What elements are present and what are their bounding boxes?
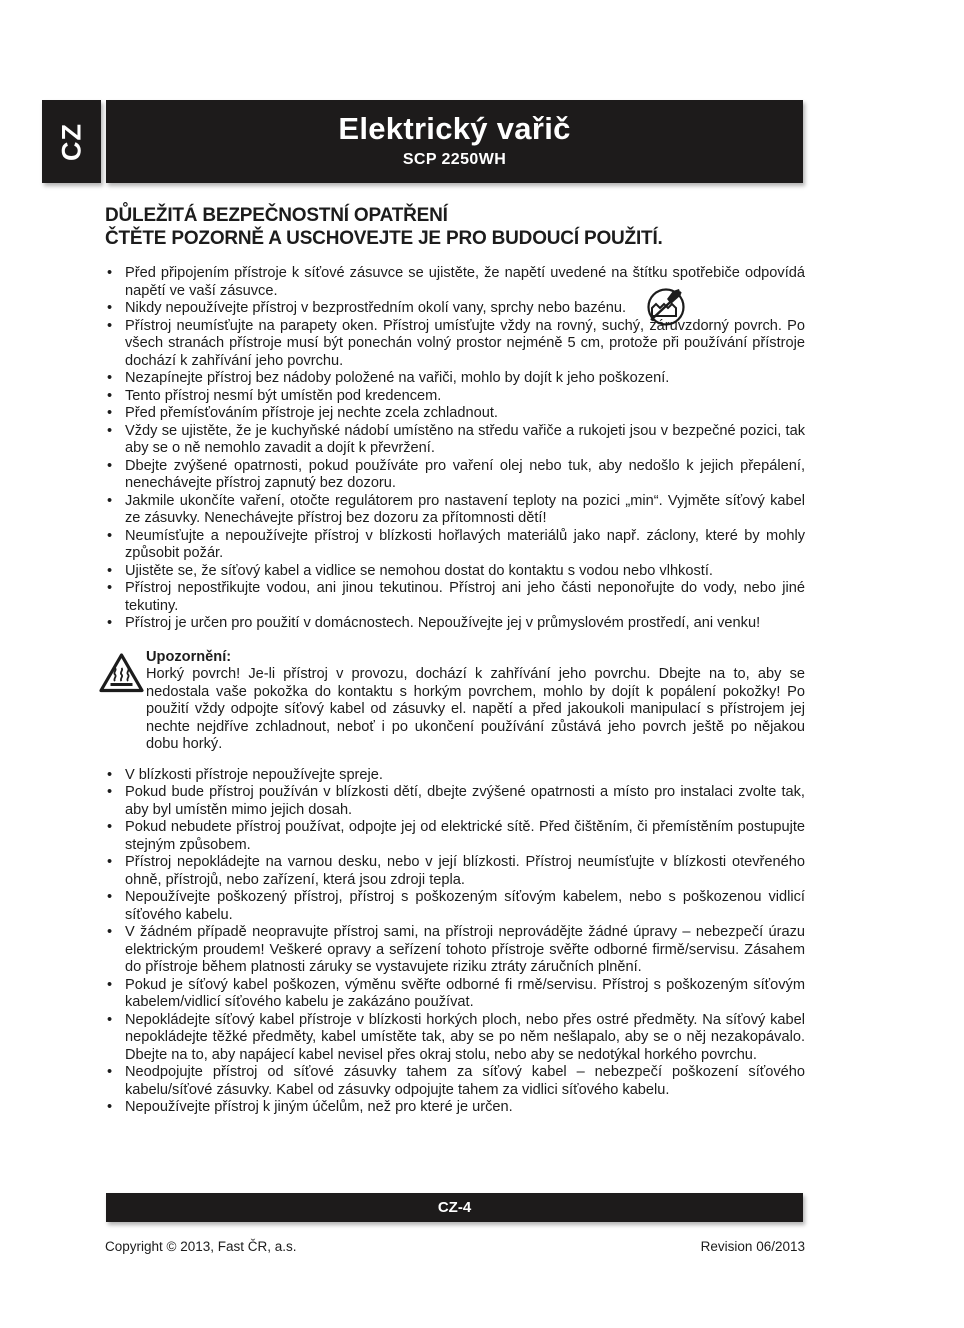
list-item: • Tento přístroj nesmí být umístěn pod kredencem. [105, 388, 805, 406]
page-number-bar [106, 1193, 803, 1222]
model-number: SCP 2250WH [402, 150, 507, 168]
list-item: • Před připojením přístroje k síťové zásuvce se ujistěte, že napětí uvedené na štítku spotřebiče odpovídá napětí ve vaší zásuvce. [105, 265, 805, 300]
copyright-text: Copyright © 2013, Fast ČR, a.s. [105, 1239, 297, 1254]
revision-text: Revision 06/2013 [700, 1239, 805, 1254]
warning-label: Upozornění: [146, 648, 232, 665]
footer-meta [105, 1239, 805, 1254]
list-item-text: Nikdy nepoužívejte přístroj v bezprostředním okolí vany, sprchy nebo bazénu. [125, 300, 627, 316]
list-item: • Nepoužívejte poškozený přístroj, přístroj s poškozeným síťovým kabelem, nebo s poškozenou vidlicí síťového kabelu. [105, 889, 805, 924]
list-item: • Ujistěte se, že síťový kabel a vidlice se nemohou dostat do kontaktu s vodou nebo vlhkostí. [105, 563, 805, 581]
list-item: • Přístroj je určen pro použití v domácnostech. Nepoužívejte jej v průmyslovém prostředí, ani venku! [105, 615, 805, 633]
list-item [105, 300, 805, 318]
list-item: • Přístroj neumísťujte na parapety oken. Přístroj umísťujte vždy na rovný, suchý, žáruvzdorný povrch. Po všech stranách přístroje musí být ponechán volný prostor nejméně 5 cm, protože při používání přístroje dochází k zahřívání jeho povrchu. [105, 318, 805, 371]
section-heading-line2: ČTĚTE POZORNĚ A USCHOVEJTE JE PRO BUDOUCÍ POUŽITÍ. [105, 228, 663, 249]
list-item: • V blízkosti přístroje nepoužívejte spreje. [105, 767, 805, 785]
list-item: • V žádném případě neopravujte přístroj sami, na přístroji neprovádějte žádné úpravy – nebezpečí úrazu elektrickým proudem! Veškeré opravy a seřízení tohoto přístroje svěřte odborné firmě/servisu. Zásahem do přístroje během platnosti záruky se vystavujete riziku ztráty záručních plnění. [105, 924, 805, 977]
section-heading-line1: DŮLEŽITÁ BEZPEČNOSTNÍ OPATŘENÍ [105, 205, 448, 226]
list-item: • Přístroj nepostřikujte vodou, ani jinou tekutinou. Přístroj ani jeho části neponořujte do vody, nebo jiné tekutiny. [105, 580, 805, 615]
list-item: • Přístroj nepokládejte na varnou desku, nebo v její blízkosti. Přístroj neumísťujte v blízkosti otevřeného ohně, přístrojů, nebo zařízení, která jsou zdroji tepla. [105, 854, 805, 889]
list-item: • Pokud je síťový kabel poškozen, výměnu svěřte odborné fi rmě/servisu. Přístroj s poškozeným síťovým kabelem/vidlicí síťového kabelu je zakázáno používat. [105, 977, 805, 1012]
title-bar [106, 100, 803, 183]
warning-text: Horký povrch! Je-li přístroj v provozu, dochází k zahřívání jeho povrchu. Dbejte na to, aby se nedostala vaše pokožka do kontaktu s horkým povrchem, mohlo by dojít k popálení pokožky! Po použití vždy odpojte síťový kabel od zásuvky el. napětí a před jakoukoli manipulací s přístrojem jej nechte nejdříve zchladnout, neboť i po ukončení používání zůstává jeho povrch ještě po nějakou dobu horký. [146, 666, 805, 752]
page-content [105, 204, 805, 1117]
page-number: CZ-4 [437, 1199, 472, 1216]
list-item: • Vždy se ujistěte, že je kuchyňské nádobí umístěno na středu vařiče a rukojeti jsou v bezpečné pozici, tak aby se o ně nemohlo zavadit a dojít k převržení. [105, 423, 805, 458]
language-tab-label: CZ [56, 122, 86, 161]
safety-list-bottom [105, 767, 805, 1117]
list-item: • Dbejte zvýšené opatrnosti, pokud používáte pro vaření olej nebo tuk, aby nedošlo k jejich přepálení, nenechávejte přístroj zapnutý bez dozoru. [105, 458, 805, 493]
list-item: • Neumísťujte a nepoužívejte přístroj v blízkosti hořlavých materiálů jako např. záclony, které by mohly způsobit požár. [105, 528, 805, 563]
list-item: • Jakmile ukončíte vaření, otočte regulátorem pro nastavení teploty na pozici „min“. Vyjměte síťový kabel ze zásuvky. Nenechávejte přístroj bez dozoru za přítomnosti dětí! [105, 493, 805, 528]
list-item: • Pokud nebudete přístroj používat, odpojte jej od elektrické sítě. Před čištěním, či přemístěním postupujte stejným způsobem. [105, 819, 805, 854]
warning-box [105, 649, 805, 754]
list-item: • Neodpojujte přístroj od síťové zásuvky tahem za síťový kabel – nebezpečí poškození síťového kabelu/síťové zásuvky. Kabel od zásuvky odpojujte tahem za vidlici síťového kabelu. [105, 1064, 805, 1099]
safety-list-top [105, 265, 805, 633]
list-item: • Nezapínejte přístroj bez nádoby položené na vařiči, mohlo by dojít k jeho poškození. [105, 370, 805, 388]
list-item: • Pokud bude přístroj používán v blízkosti dětí, dbejte zvýšené opatrnosti a místo pro instalaci zvolte tak, aby byl umístěn mimo jejich dosah. [105, 784, 805, 819]
language-tab [42, 100, 101, 183]
hot-surface-warning-icon [98, 652, 145, 694]
list-item: • Nepoužívejte přístroj k jiným účelům, než pro které je určen. [105, 1099, 805, 1117]
list-item: • Před přemísťováním přístroje jej nechte zcela zchladnout. [105, 405, 805, 423]
section-heading [105, 204, 805, 250]
list-item: • Nepokládejte síťový kabel přístroje v blízkosti horkých ploch, nebo přes ostré předměty. Na síťový kabel nepokládejte těžké předměty, kabel umístěte tak, aby se po něm nešlapalo, aby se o něj nezakopávalo. Dbejte na to, aby napájecí kabel nevisel přes okraj stolu, nebo aby se nedotýkal horkého povrchu. [105, 1012, 805, 1065]
document-title: Elektrický vařič [338, 111, 571, 146]
